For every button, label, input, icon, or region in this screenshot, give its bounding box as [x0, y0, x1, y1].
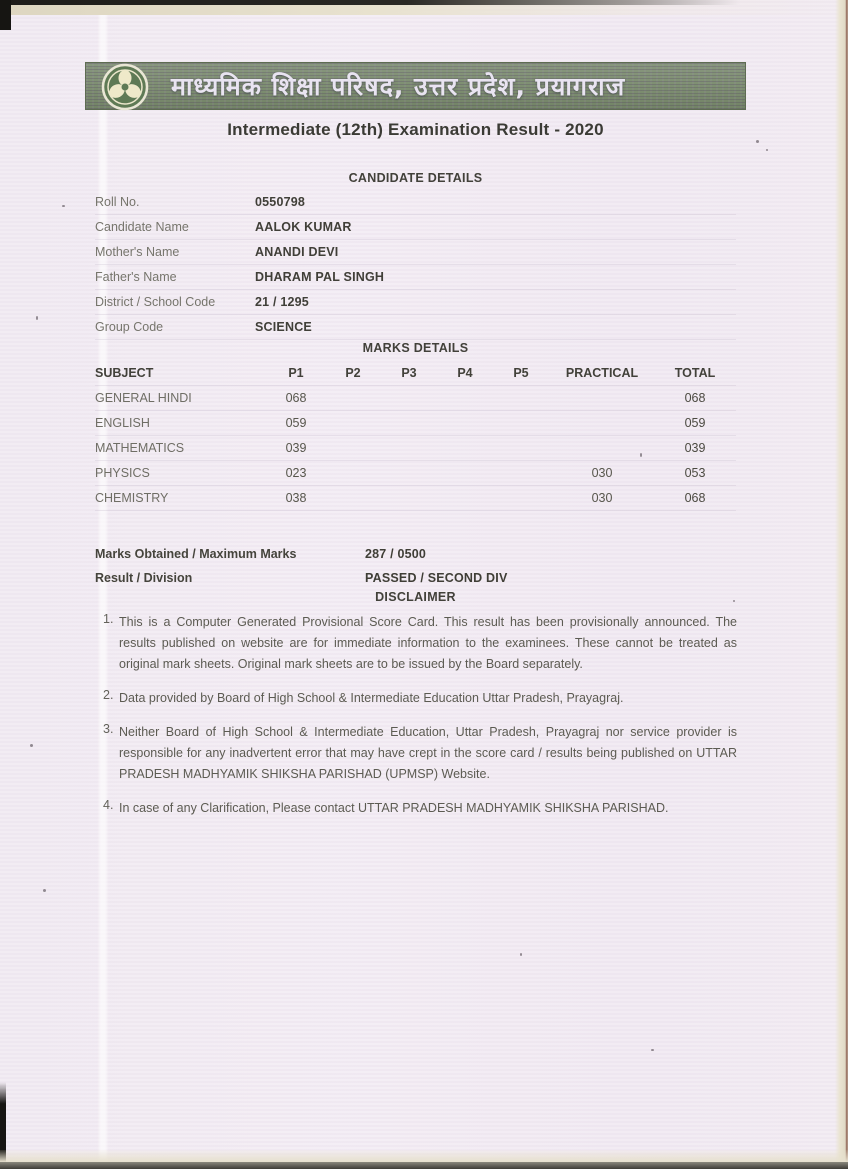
- col-subject: SUBJECT: [95, 366, 154, 380]
- cell-total: 068: [684, 491, 706, 505]
- cell-total: 053: [684, 466, 706, 480]
- scan-edge-bottom: [0, 1150, 848, 1162]
- disclaimer-item: [103, 798, 737, 819]
- cell-p1: 038: [285, 491, 307, 505]
- cell-total: 068: [684, 391, 706, 405]
- marks-details-heading: MARKS DETAILS: [362, 341, 469, 355]
- summary-value: 287 / 0500: [365, 547, 427, 561]
- disclaimer-item-number: 4.: [103, 798, 114, 812]
- result-summary: [95, 542, 736, 590]
- cell-subject: CHEMISTRY: [95, 491, 169, 505]
- scan-edge-right: [835, 0, 848, 1169]
- scan-speck: [756, 140, 759, 143]
- scan-speck: [651, 1049, 654, 1051]
- cell-total: 059: [684, 416, 706, 430]
- cell-p1: 068: [285, 391, 307, 405]
- candidate-details-heading: CANDIDATE DETAILS: [348, 171, 483, 185]
- disclaimer-item-number: 1.: [103, 612, 114, 626]
- disclaimer-list: [103, 612, 737, 832]
- scan-shadow-top: [0, 0, 740, 5]
- cell-subject: GENERAL HINDI: [95, 391, 192, 405]
- field-value: SCIENCE: [255, 320, 312, 334]
- marks-row-english: [95, 411, 736, 436]
- cell-subject: PHYSICS: [95, 466, 150, 480]
- disclaimer-item: [103, 722, 737, 785]
- field-row-roll-no: [95, 190, 736, 215]
- field-value: AALOK KUMAR: [255, 220, 352, 234]
- scan-speck: [62, 205, 65, 207]
- summary-value: PASSED / SECOND DIV: [365, 571, 508, 585]
- summary-label: Result / Division: [95, 571, 193, 585]
- disclaimer-item: [103, 612, 737, 675]
- cell-practical: 030: [591, 466, 613, 480]
- field-row-fathers-name: [95, 265, 736, 290]
- disclaimer-heading: DISCLAIMER: [375, 590, 456, 604]
- field-label: Father's Name: [95, 270, 177, 284]
- disclaimer-item-text: Data provided by Board of High School & Intermediate Education Uttar Pradesh, Prayagraj.: [119, 691, 624, 705]
- upmsp-board-emblem-icon: [101, 63, 149, 111]
- col-practical: PRACTICAL: [565, 366, 639, 380]
- field-row-group-code: [95, 315, 736, 340]
- col-p3: P3: [401, 366, 417, 380]
- field-label: Group Code: [95, 320, 164, 334]
- col-p5: P5: [513, 366, 529, 380]
- cell-p1: 059: [285, 416, 307, 430]
- field-label: Roll No.: [95, 195, 140, 209]
- marks-row-mathematics: [95, 436, 736, 461]
- field-value: ANANDI DEVI: [255, 245, 339, 259]
- field-label: District / School Code: [95, 295, 216, 309]
- marks-row-chemistry: [95, 486, 736, 511]
- candidate-details-table: [95, 190, 736, 340]
- summary-label: Marks Obtained / Maximum Marks: [95, 547, 297, 561]
- disclaimer-item-text: Neither Board of High School & Intermediate Education, Uttar Pradesh, Prayagraj nor service provider is responsible for any inadvertent error that may have crept in the score card / results being published on UTTAR PRADESH MADHYAMIK SHIKSHA PARISHAD (UPMSP) Website.: [119, 725, 737, 781]
- field-row-district-school-code: [95, 290, 736, 315]
- col-p4: P4: [457, 366, 473, 380]
- disclaimer-item-text: This is a Computer Generated Provisional Score Card. This result has been provisionally announced. The results published on website are for immediate information to the examinees. These cannot be treated as original mark sheets. Original mark sheets are to be issued by the Board separately.: [119, 615, 737, 671]
- field-label: Candidate Name: [95, 220, 189, 234]
- scan-speck: [30, 744, 33, 747]
- field-label: Mother's Name: [95, 245, 180, 259]
- col-p2: P2: [345, 366, 361, 380]
- marks-row-general-hindi: [95, 386, 736, 411]
- scan-corner-mark: [0, 0, 11, 30]
- document-title: Intermediate (12th) Examination Result - 2020: [227, 120, 604, 139]
- disclaimer-item-number: 2.: [103, 688, 114, 702]
- cell-subject: MATHEMATICS: [95, 441, 185, 455]
- scan-speck: [43, 889, 46, 892]
- field-value: DHARAM PAL SINGH: [255, 270, 385, 284]
- field-row-mothers-name: [95, 240, 736, 265]
- cell-p1: 023: [285, 466, 307, 480]
- scan-speck: [766, 149, 768, 151]
- marks-table: [95, 361, 736, 511]
- marks-row-physics: [95, 461, 736, 486]
- cell-p1: 039: [285, 441, 307, 455]
- summary-row-result-division: [95, 566, 736, 590]
- scan-shadow-bottom: [0, 1162, 848, 1169]
- board-banner: [85, 62, 746, 110]
- disclaimer-item-number: 3.: [103, 722, 114, 736]
- summary-row-marks-obtained: [95, 542, 736, 566]
- field-value: 0550798: [255, 195, 306, 209]
- scan-speck: [520, 953, 522, 956]
- scan-speck: [36, 316, 38, 320]
- marks-table-header: [95, 361, 736, 386]
- field-row-candidate-name: [95, 215, 736, 240]
- cell-practical: 030: [591, 491, 613, 505]
- cell-subject: ENGLISH: [95, 416, 150, 430]
- board-name-hindi: माध्यमिक शिक्षा परिषद, उत्तर प्रदेश, प्रयागराज: [171, 72, 626, 101]
- col-p1: P1: [288, 366, 304, 380]
- cell-total: 039: [684, 441, 706, 455]
- disclaimer-item: [103, 688, 737, 709]
- disclaimer-item-text: In case of any Clarification, Please contact UTTAR PRADESH MADHYAMIK SHIKSHA PARISHAD.: [119, 801, 669, 815]
- col-total: TOTAL: [674, 366, 716, 380]
- field-value: 21 / 1295: [255, 295, 309, 309]
